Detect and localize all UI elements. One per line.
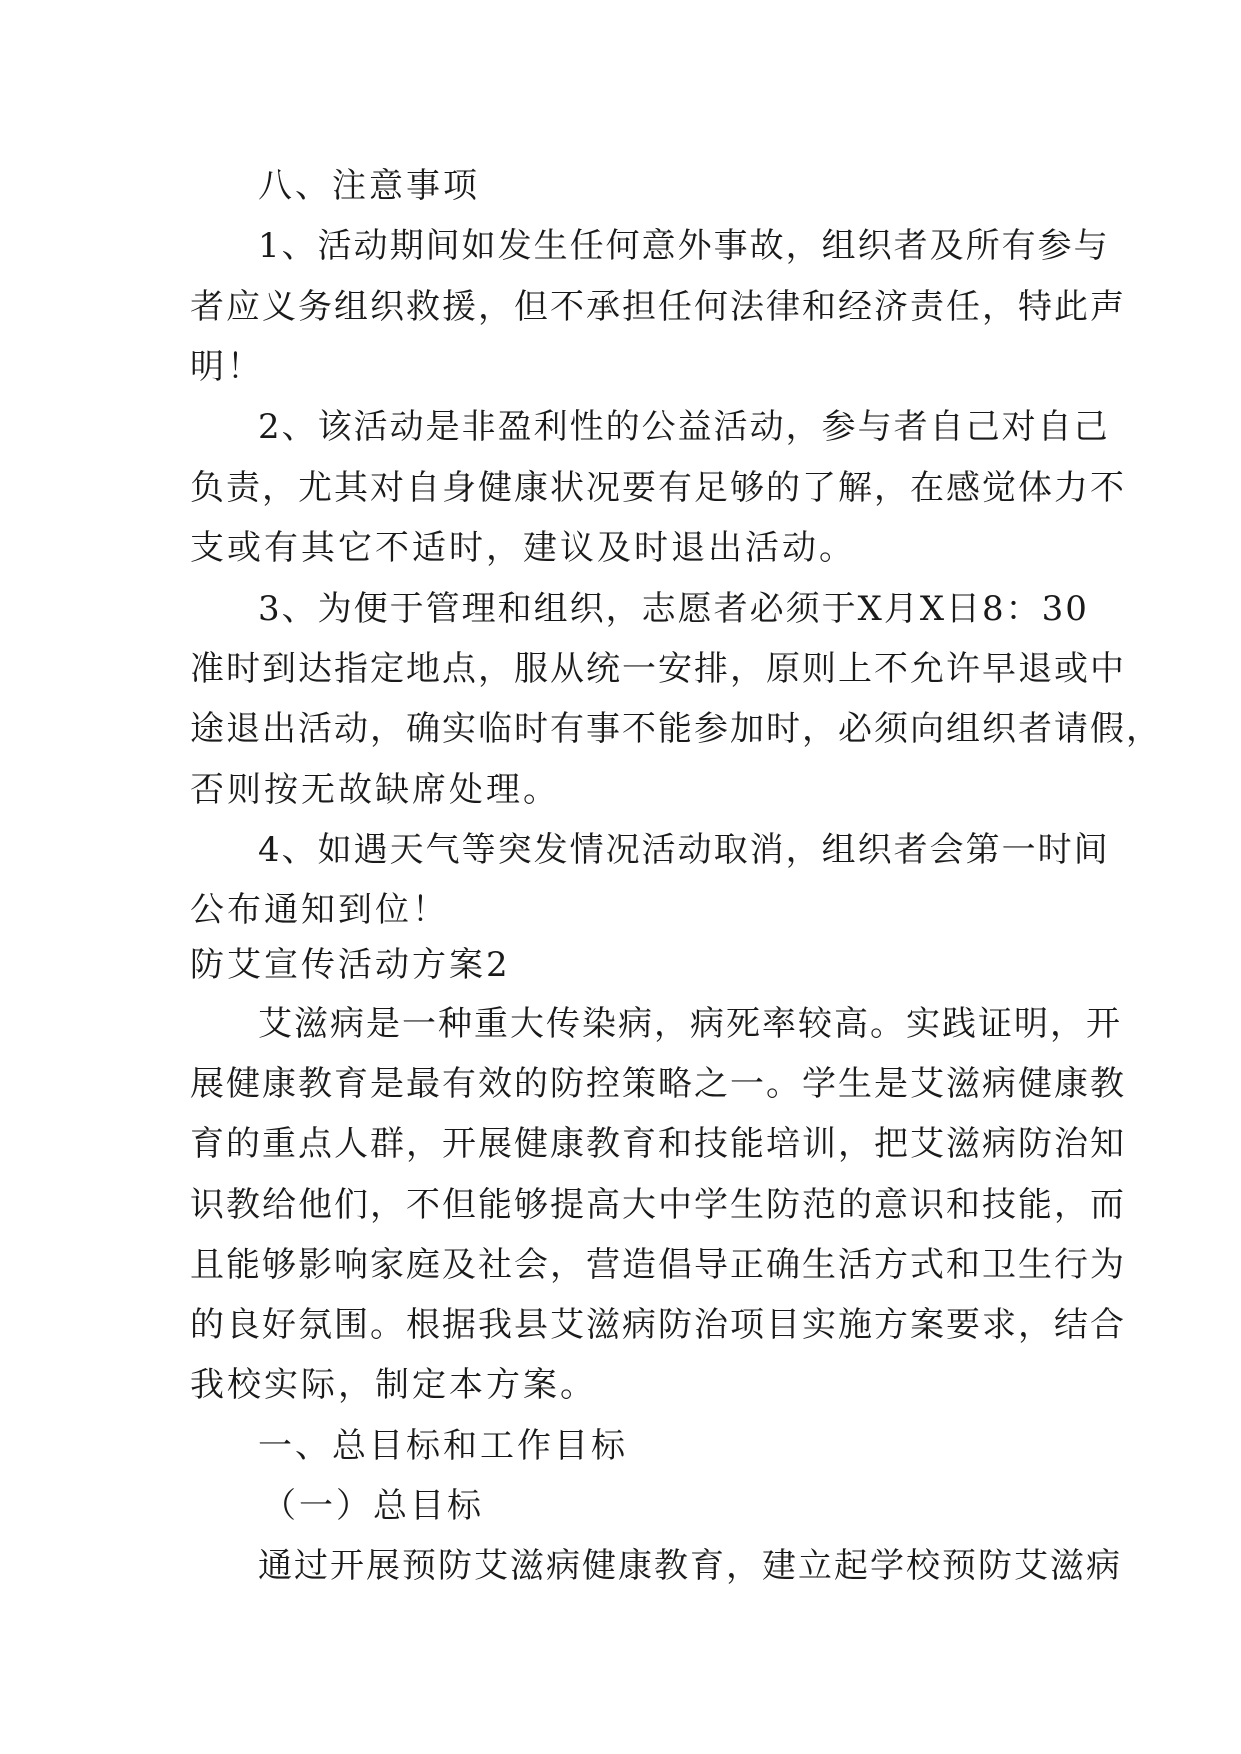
- section-heading: 八、注意事项: [258, 166, 480, 206]
- paragraph-line: 且能够影响家庭及社会，营造倡导正确生活方式和卫生行为: [190, 1245, 1126, 1285]
- paragraph-line: 4、如遇天气等突发情况活动取消，组织者会第一时间: [258, 830, 1110, 870]
- paragraph-line: 明！: [190, 347, 264, 387]
- paragraph-line: 支或有其它不适时，建议及时退出活动。: [190, 528, 856, 568]
- paragraph-line: 展健康教育是最有效的防控策略之一。学生是艾滋病健康教: [190, 1064, 1126, 1104]
- paragraph-line: 准时到达指定地点，服从统一安排，原则上不允许早退或中: [190, 649, 1126, 689]
- paragraph-line: 我校实际，制定本方案。: [190, 1365, 597, 1405]
- paragraph-line: 公布通知到位！: [190, 890, 449, 930]
- paragraph-line: 3、为便于管理和组织，志愿者必须于X月X日8：30: [258, 589, 1089, 629]
- paragraph-line: 否则按无故缺席处理。: [190, 770, 560, 810]
- paragraph-line: 2、该活动是非盈利性的公益活动，参与者自己对自己: [258, 407, 1110, 447]
- paragraph-line: 途退出活动，确实临时有事不能参加时，必须向组织者请假，: [190, 709, 1162, 749]
- section-heading: 一、总目标和工作目标: [258, 1426, 628, 1466]
- paragraph-line: 1、活动期间如发生任何意外事故，组织者及所有参与: [258, 226, 1110, 266]
- subsection-heading: （一）总目标: [262, 1486, 484, 1526]
- paragraph-line: 艾滋病是一种重大传染病，病死率较高。实践证明，开: [258, 1004, 1122, 1044]
- paragraph-line: 育的重点人群，开展健康教育和技能培训，把艾滋病防治知: [190, 1124, 1126, 1164]
- paragraph-line: 通过开展预防艾滋病健康教育，建立起学校预防艾滋病: [258, 1546, 1122, 1586]
- document-title: 防艾宣传活动方案2: [190, 945, 511, 985]
- paragraph-line: 者应义务组织救援，但不承担任何法律和经济责任，特此声: [190, 287, 1126, 327]
- paragraph-line: 负责，尤其对自身健康状况要有足够的了解，在感觉体力不: [190, 468, 1126, 508]
- paragraph-line: 的良好氛围。根据我县艾滋病防治项目实施方案要求，结合: [190, 1305, 1126, 1345]
- paragraph-line: 识教给他们，不但能够提高大中学生防范的意识和技能，而: [190, 1185, 1126, 1225]
